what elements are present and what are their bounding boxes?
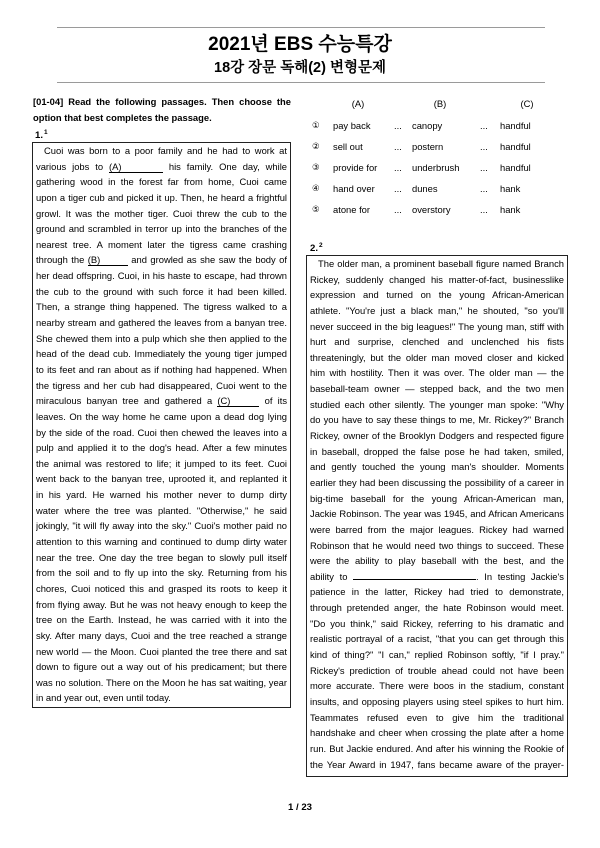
passage-line: nearest tree. A moment later the tigress came crashing: [36, 238, 287, 250]
question-number: [35, 126, 48, 143]
answer-blank: [353, 579, 476, 580]
option-c-text: handful: [500, 120, 531, 131]
passage-line: new world — the Moon. Cuoi planted the tree there and sat: [36, 645, 287, 657]
passage-line: Cuoi was born to a poor family and he had to work at: [44, 145, 287, 156]
passage-line: Robinson that he would need two things to succeed. These: [310, 539, 564, 551]
passage-line: the cub to the ground with such force it had been killed.: [36, 285, 287, 297]
passage-line: were barred from the major leagues. Rickey had warned: [310, 523, 564, 535]
option-header-c: (C): [520, 98, 534, 109]
passage-line: from flying away. But he was not heavy enough to keep the: [36, 598, 287, 610]
passage-line: The older man, a prominent baseball figure named Branch: [318, 258, 564, 269]
option-a-text: atone for: [333, 204, 371, 215]
option-number: ⑤: [312, 205, 320, 215]
passage-line: sky. After many days, Cuoi and the tree reached a strange: [36, 629, 287, 641]
passage-line: were the ability to play baseball with the best, and the: [310, 555, 564, 567]
passage-line: baseball-team owner — stepped back, and the two men: [310, 383, 564, 395]
passage-line: was no solution. There on the Moon he has sat waiting, year: [36, 676, 287, 688]
passage-line: never succeed in the big leagues!" The young man, stiff with: [310, 320, 564, 332]
option-ellipsis: ...: [480, 183, 488, 194]
option-ellipsis: ...: [394, 204, 402, 215]
option-ellipsis: ...: [394, 141, 402, 152]
passage-line: the Year Award in 1947, fans became aware of the prayer-: [310, 758, 564, 770]
passage-line: from the soil and to fly up into the sky. Returning from his: [36, 567, 287, 579]
option-row[interactable]: [306, 160, 568, 176]
passage-line: growl. It was the mother tiger. Cuoi threw the cub to the: [36, 207, 287, 219]
passage-line: and gently touched the young man's shoulder. Moments: [310, 461, 564, 473]
option-number: ③: [312, 163, 320, 173]
option-a-text: sell out: [333, 141, 363, 152]
passage-line: studied each other silently. The younger man spoke: "Why: [310, 398, 564, 410]
option-ellipsis: ...: [480, 141, 488, 152]
passage-line: ability to . In testing Jackie's: [310, 570, 564, 582]
passage-line: insults, and opposing players using steel spikes to hurt him.: [310, 695, 564, 707]
option-c-text: handful: [500, 141, 531, 152]
passage-line: earlier they had been discussing the possibility of a career in: [310, 476, 564, 488]
passage-line: expression and turned on the young African-American: [310, 289, 564, 301]
passage-line: do you have to say these things to me, Mr. Rickey?" Branch: [310, 414, 564, 426]
passage-box-1: [32, 142, 291, 708]
option-b-text: dunes: [412, 183, 438, 194]
passage-line: "Do you think," said Rickey, referring to his dramatic and: [310, 617, 564, 629]
option-number: ①: [312, 121, 320, 131]
passage-line: in and year out, even until today.: [36, 692, 171, 704]
passage-line: water where the tree was planted. "Otherwise," he said: [36, 504, 287, 516]
question-number-text: 1.: [35, 130, 44, 141]
option-ellipsis: ...: [394, 183, 402, 194]
footnote-marker: 1: [44, 129, 48, 136]
passage-line: patience in the latter, Rickey had tried to demonstrate,: [310, 586, 564, 598]
passage-line: near the tree. One day the tree began to slowly pull itself: [36, 551, 287, 563]
passage-line: him with hostility. Then it was over. The older man — the: [310, 367, 564, 379]
passage-line: down to figure out a way out of his predicament; but there: [36, 661, 287, 673]
instructions-line: option that best completes the passage.: [33, 112, 212, 123]
passage-line: handshake and cheer when crossing the plate after a home: [310, 727, 564, 739]
passage-line: the animal was restored to life; it jumped to its feet. Cuoi: [36, 457, 287, 469]
answer-blank: (A): [109, 162, 163, 173]
passage-line: threateningly, but the older man moved closer and kicked: [310, 351, 564, 363]
passage-line: jokingly, "it will fly away into the sky." Cuoi's mother paid no: [36, 520, 287, 532]
option-ellipsis: ...: [480, 204, 488, 215]
passage-line: the tigress and her cub had disappeared, Cuoi went to the: [36, 379, 287, 391]
passage-line: kind of thing?" "I can," replied Robinson softly, "if I pray.": [310, 649, 564, 661]
option-row[interactable]: [306, 202, 568, 218]
passage-line: pulp and applied it to the dog's head. After a few minutes: [36, 442, 287, 454]
option-c-text: handful: [500, 162, 531, 173]
passage-line: gathering wood in the forest far from home, Cuoi came: [36, 176, 287, 188]
footnote-marker: 2: [319, 242, 323, 249]
header-top-rule: [57, 27, 545, 28]
passage-line: to its feet and ran about as if nothing had happened. When: [36, 363, 287, 375]
passage-line: Rickey, owner of the Brooklyn Dodgers and respected figure: [310, 430, 564, 442]
option-header-a: (A): [351, 98, 365, 109]
passage-line: miraculous banyan tree and gathered a (C) of its: [36, 395, 287, 407]
passage-line: tree on the Earth. Instead, he was carried with it into the: [36, 614, 287, 626]
option-c-text: hank: [500, 204, 521, 215]
passage-line: her dead offspring. Cuoi, in his haste to escape, had thrown: [36, 270, 287, 282]
option-number: ②: [312, 142, 320, 152]
passage-line: upon a tiger cub and picked it up. Then, he heard a frightful: [36, 191, 287, 203]
option-b-text: overstory: [412, 204, 451, 215]
passage-line: realistic portrayal of a racist, "that you can get through this: [310, 633, 564, 645]
passage-line: through pretended anger, the hate Robinson would meet.: [310, 602, 564, 614]
passage-line: Rickey's prediction of trouble ahead could not have been: [310, 664, 564, 676]
passage-line: attention to this warning and continued to dump dirty water: [36, 536, 287, 548]
option-number: ④: [312, 184, 320, 194]
page-subtitle: 18강 장문 독해(2) 변형문제: [214, 60, 386, 76]
instructions: [33, 94, 291, 126]
question-number-text: 2.: [310, 243, 319, 254]
passage-line: more accurate. There were boos in the stadium, constant: [310, 680, 564, 692]
answer-blank: (C): [217, 396, 259, 407]
passage-line: hurt and surprise, clenched and unclenched his fists: [310, 336, 564, 348]
page-number: 1 / 23: [287, 802, 312, 813]
option-b-text: postern: [412, 141, 444, 152]
passage-line: ground and scrambled in terror up into the branches of the: [36, 223, 287, 235]
passage-line: went back to the banyan tree, uprooted it, and replanted it: [36, 473, 287, 485]
option-row[interactable]: [306, 181, 568, 197]
passage-line: Teammates refused even to give him the traditional: [310, 711, 564, 723]
passage-line: by the side of the road. Cuoi then chewed the leaves into a: [36, 426, 287, 438]
passage-line: leaves. On the way home he came upon a dead dog lying: [36, 410, 287, 422]
passage-line: Rickey, suddenly changed his matter-of-fact, businesslike: [310, 273, 564, 285]
passage-line: athlete. "You're just a black man," he shouted, "so you'll: [310, 304, 564, 316]
passage-line: Jackie Robinson. The year was 1945, and African Americans: [310, 508, 564, 520]
option-a-text: provide for: [333, 162, 378, 173]
option-c-text: hank: [500, 183, 521, 194]
passage-box-2: [306, 255, 568, 777]
passage-line: nearby stream and gathered the leaves from a banyan tree.: [36, 317, 287, 329]
passage-line: in baseball, dropped the false pose he had taken, smiled,: [310, 445, 564, 457]
option-b-text: underbrush: [412, 162, 460, 173]
passage-line: head of the dead cub. Immediately the young tiger jumped: [36, 348, 287, 360]
question-number: [310, 239, 323, 256]
option-row[interactable]: [306, 118, 568, 134]
option-ellipsis: ...: [394, 120, 402, 131]
option-ellipsis: ...: [480, 162, 488, 173]
option-ellipsis: ...: [480, 120, 488, 131]
answer-options: [306, 96, 568, 226]
option-row[interactable]: [306, 139, 568, 155]
passage-line: She chewed them into a pulp which she then applied to the: [36, 332, 287, 344]
passage-line: run. But Jackie endured. And after his winning the Rookie of: [310, 742, 564, 754]
passage-line: various jobs to (A) his family. One day, while: [36, 160, 287, 172]
page-title: 2021년 EBS 수능특강: [208, 34, 392, 55]
passage-line: through the (B) and growled as she saw the body of: [36, 254, 287, 266]
header-bottom-rule: [57, 82, 545, 83]
passage-line: in his yard. He warned his mother never to dump dirty: [36, 489, 287, 501]
option-header-b: (B): [433, 98, 447, 109]
instructions-line: [01-04] Read the following passages. Then choose the: [33, 96, 291, 107]
option-ellipsis: ...: [394, 162, 402, 173]
answer-blank: (B): [88, 255, 128, 266]
passage-line: Then, a strange thing happened. The tigress walked to a: [36, 301, 287, 313]
passage-line: big-time baseball for the young African-American man,: [310, 492, 564, 504]
option-a-text: pay back: [333, 120, 371, 131]
passage-line: chores, Cuoi noticed this and grasped its roots to keep it: [36, 582, 287, 594]
option-a-text: hand over: [333, 183, 375, 194]
option-b-text: canopy: [412, 120, 443, 131]
